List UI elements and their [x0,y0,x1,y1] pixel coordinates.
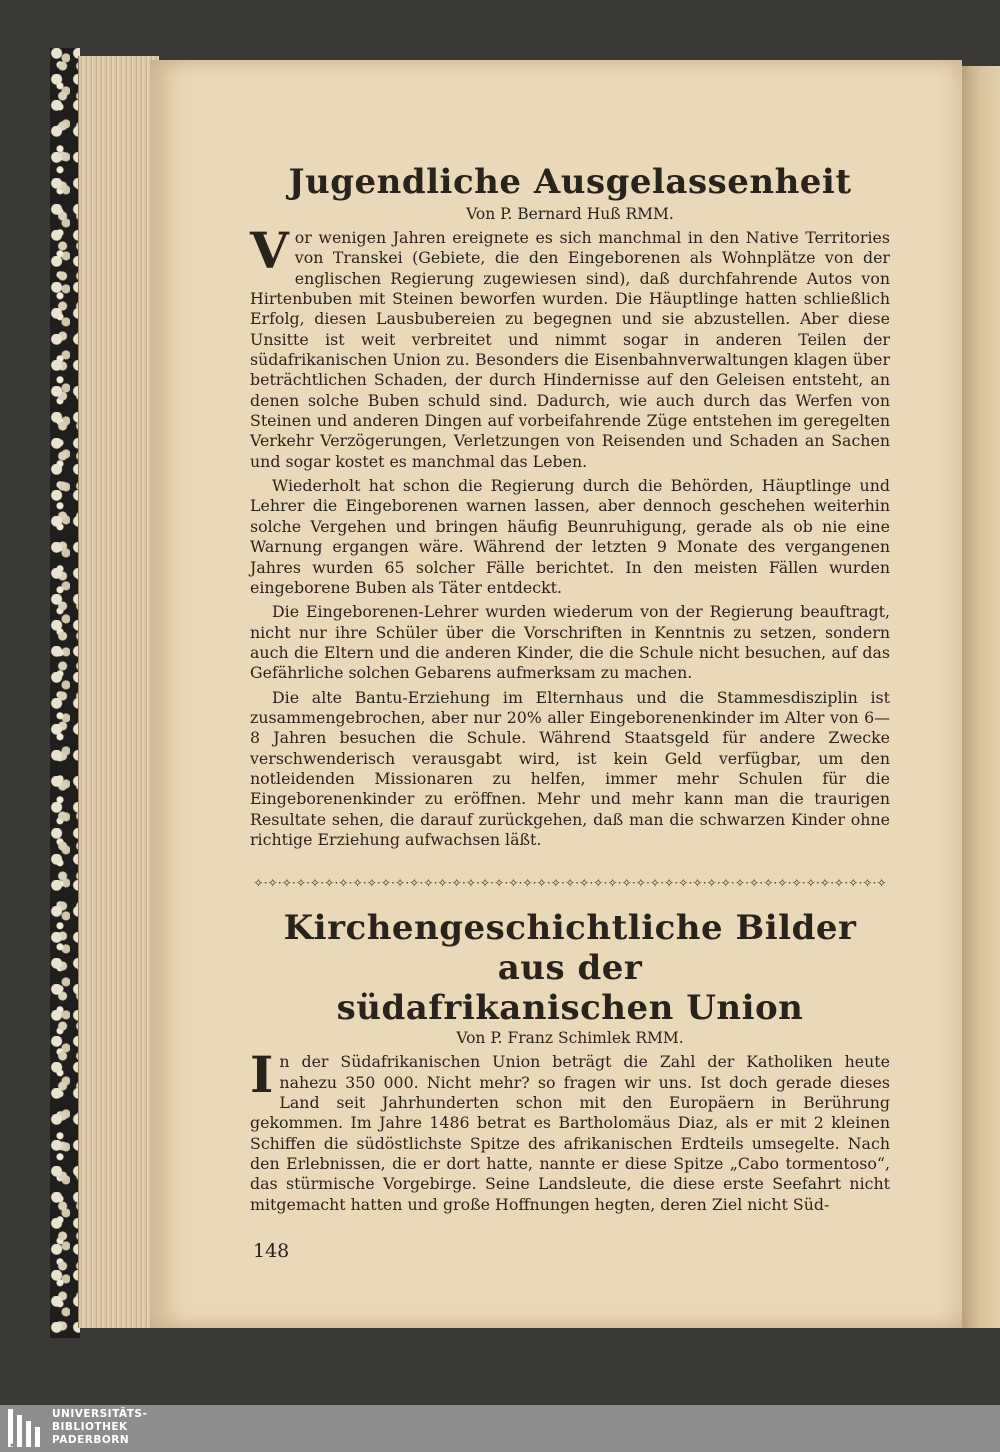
article-kirchengeschichte [250,908,890,1215]
library-footer [0,1405,1000,1452]
paragraph: Die Eingeborenen-Lehrer wurden wiederum von der Regierung beauftragt, nicht nur ihre Schüler über die Vorschriften in Kenntnis zu setzen, sondern auch die Eltern und die anderen Kinder, die die Schule nicht besuchen, auf das Gefährliche solchen Gebarens aufmerksam zu machen. [250,602,890,683]
article-body [250,221,890,850]
page-number: 148 [253,1240,290,1262]
title-line: Kirchengeschichtliche Bilder aus der [283,908,857,989]
paragraph-text: n der Südafrikanischen Union beträgt die Zahl der Katholiken heute nahezu 350 000. Nicht mehr? so fragen wir uns. Ist doch gerade dieses Land seit Jahrhunderten schon mit den Europäern in Berührung gekommen. Im Jahre 1486 betrat es Bartholomäus Diaz, als er mit 2 kleinen Schiffen die südöstlichste Spitze des afrikanischen Erdteils umsegelte. Nach den Erlebnissen, die er dort hatte, nannte er diese Spitze „Cabo tormentoso“, das stürmische Vorgebirge. Seine Landsleute, die diese erste Seefahrt nicht mitgemacht hatten und große Hoffnungen hegten, deren Ziel nicht Süd- [250,1052,890,1214]
book-binding [50,48,80,1338]
book-page-edges [78,56,159,1328]
article-title [250,908,890,1028]
paragraph: Die alte Bantu-Erziehung im Elternhaus und die Stammesdisziplin ist zusammengebrochen, aber nur 20% aller Eingeborenenkinder im Alter von 6—8 Jahren besuchen die Schule. Während Staatsgeld für andere Zwecke verschwenderisch verausgabt wird, ist kein Geld verfügbar, um den notleidenden Missionaren zu helfen, immer mehr Schulen für die Eingeborenenkinder zu eröffnen. Mehr und mehr kann man die traurigen Resultate sehen, die darauf zurückgehen, daß man die schwarzen Kinder ohne richtige Erziehung aufwachsen läßt. [250,687,890,849]
paragraph-text: or wenigen Jahren ereignete es sich manchmal in den Native Territories von Transkei (Gebiete, die den Eingeborenen als Wohnplätze von der englischen Regierung zugewiesen sind), daß durchfahrende Autos von Hirtenbuben mit Steinen beworfen wurden. Die Häuptlinge hatten schließlich Erfolg, diesen Lausbubereien zu begegnen und sie abzustellen. Aber diese Unsitte ist weit verbreitet und nimmt sogar in anderen Teilen der südafrikanischen Union zu. Besonders die Eisenbahnverwaltungen klagen über beträchtlichen Schaden, der durch Hindernisse auf den Geleisen entsteht, an denen solche Buben schuld sind. Dadurch, wie auch durch das Werfen von Steinen und anderen Dingen auf vorbeifahrende Züge entstehen im geregelten Verkehr Verzögerungen, Verletzungen von Reisenden und Schaden an Sachen und sogar kostet es manchmal das Leben. [250,228,890,471]
article-title: Jugendliche Ausgelassenheit [288,162,852,202]
paragraph [250,1045,890,1215]
library-name-line: BIBLIOTHEK [52,1421,128,1433]
drop-cap: V [250,221,289,280]
library-name [52,1408,147,1447]
library-name-line: UNIVERSITÄTS- [52,1408,148,1420]
drop-cap: I [250,1045,274,1105]
ornamental-divider: ✧⋅✧⋅✧⋅✧⋅✧⋅✧⋅✧⋅✧⋅✧⋅✧⋅✧⋅✧⋅✧⋅✧⋅✧⋅✧⋅✧⋅✧⋅✧⋅✧⋅✧⋅✧⋅✧⋅✧⋅✧⋅✧⋅✧⋅✧⋅✧⋅✧⋅✧⋅✧⋅✧⋅✧⋅✧⋅✧⋅✧⋅✧⋅✧⋅✧⋅✧⋅✧⋅✧⋅✧⋅✧ [253,876,887,891]
article-byline: Von P. Franz Schimlek RMM. [456,1029,684,1048]
facing-page-edge [962,66,1000,1328]
library-logo-icon [6,1407,46,1449]
page-content [250,160,890,1219]
library-name-line: PADERBORN [52,1434,130,1446]
paragraph [250,221,890,472]
title-line: südafrikanischen Union [336,988,804,1029]
article-jugendliche [250,160,890,850]
article-byline: Von P. Bernard Huß RMM. [466,205,674,223]
paragraph: Wiederholt hat schon die Regierung durch die Behörden, Häuptlinge und Lehrer die Eingeborenen warnen lassen, aber dennoch geschehen weiterhin solche Vergehen und bringen häufig Beunruhigung, gerade als ob nie eine Warnung ergangen wäre. Während der letzten 9 Monate des vergangenen Jahres wurden 65 solcher Fälle berichtet. In den meisten Fällen wurden eingeborene Buben als Täter entdeckt. [250,476,890,597]
article-body [250,1045,890,1215]
